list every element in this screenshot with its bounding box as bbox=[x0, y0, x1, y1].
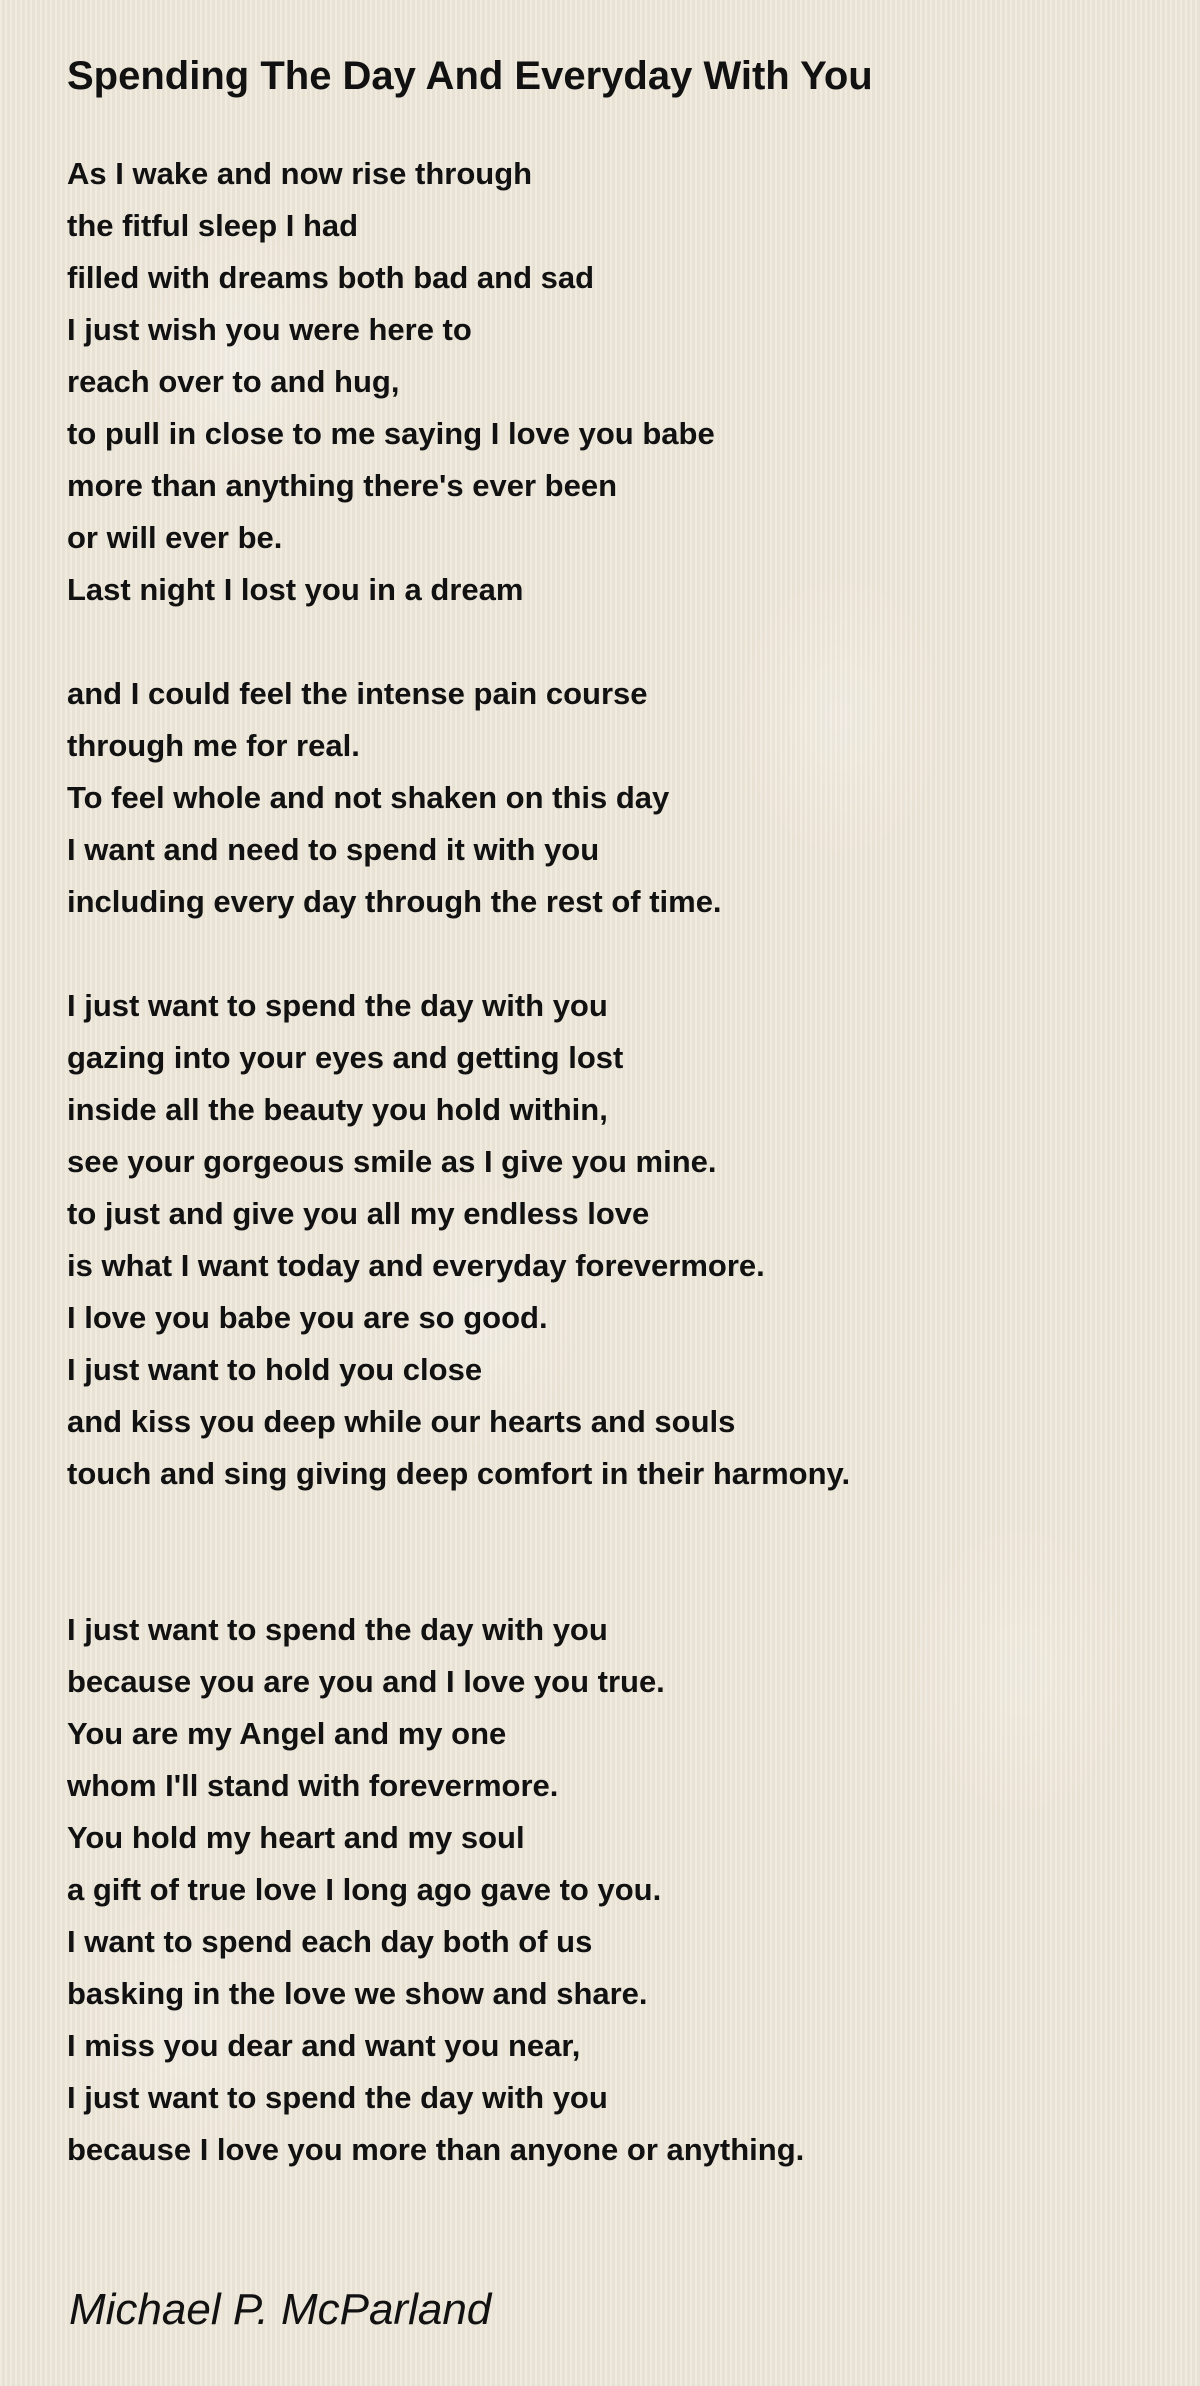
poem-line: because you are you and I love you true. bbox=[67, 1664, 665, 1699]
poem-line: As I wake and now rise through bbox=[67, 156, 533, 191]
poem-line: I love you babe you are so good. bbox=[67, 1300, 548, 1335]
poem-line: inside all the beauty you hold within, bbox=[67, 1092, 608, 1127]
poem-line: I want to spend each day both of us bbox=[67, 1924, 593, 1959]
poem-line: see your gorgeous smile as I give you mine. bbox=[67, 1144, 717, 1179]
poem-line: or will ever be. bbox=[67, 520, 283, 555]
poem-line: through me for real. bbox=[67, 728, 360, 763]
poem-title: Spending The Day And Everyday With You bbox=[67, 54, 873, 98]
poem-line: including every day through the rest of time. bbox=[67, 884, 722, 919]
poem-line: to pull in close to me saying I love you babe bbox=[67, 416, 715, 451]
stanza-break bbox=[67, 928, 850, 980]
stanza-break bbox=[67, 616, 850, 668]
poem-line: I just want to spend the day with you bbox=[67, 988, 608, 1023]
stanza-3 bbox=[67, 980, 850, 1500]
poem-line: filled with dreams both bad and sad bbox=[67, 260, 595, 295]
poem-line: and kiss you deep while our hearts and souls bbox=[67, 1404, 736, 1439]
poem-line: To feel whole and not shaken on this day bbox=[67, 780, 670, 815]
stanza-4 bbox=[67, 1604, 850, 2176]
poem-line: reach over to and hug, bbox=[67, 364, 400, 399]
poem-body bbox=[67, 148, 850, 2176]
poem-line: to just and give you all my endless love bbox=[67, 1196, 650, 1231]
poem-line: I just want to spend the day with you bbox=[67, 1612, 608, 1647]
poem-line: I want and need to spend it with you bbox=[67, 832, 600, 867]
poem-line: a gift of true love I long ago gave to you. bbox=[67, 1872, 662, 1907]
poem-line: the fitful sleep I had bbox=[67, 208, 359, 243]
poem-line: basking in the love we show and share. bbox=[67, 1976, 648, 2011]
poem-author: Michael P. McParland bbox=[69, 2285, 492, 2334]
poem-line: gazing into your eyes and getting lost bbox=[67, 1040, 624, 1075]
poem-line: Last night I lost you in a dream bbox=[67, 572, 524, 607]
poem-line: I just want to hold you close bbox=[67, 1352, 483, 1387]
stanza-2 bbox=[67, 668, 850, 928]
poem-line: I just want to spend the day with you bbox=[67, 2080, 608, 2115]
poem-line: You hold my heart and my soul bbox=[67, 1820, 525, 1855]
poem-line: I just wish you were here to bbox=[67, 312, 472, 347]
stanza-1 bbox=[67, 148, 850, 616]
poem-line: because I love you more than anyone or anything. bbox=[67, 2132, 805, 2167]
poem-line: touch and sing giving deep comfort in their harmony. bbox=[67, 1456, 851, 1491]
poem-line: I miss you dear and want you near, bbox=[67, 2028, 581, 2063]
poem-line: whom I'll stand with forevermore. bbox=[67, 1768, 559, 1803]
poem-line: is what I want today and everyday forevermore. bbox=[67, 1248, 765, 1283]
poem-line: You are my Angel and my one bbox=[67, 1716, 507, 1751]
stanza-break bbox=[67, 1500, 850, 1604]
poem-line: and I could feel the intense pain course bbox=[67, 676, 648, 711]
poem-line: more than anything there's ever been bbox=[67, 468, 618, 503]
